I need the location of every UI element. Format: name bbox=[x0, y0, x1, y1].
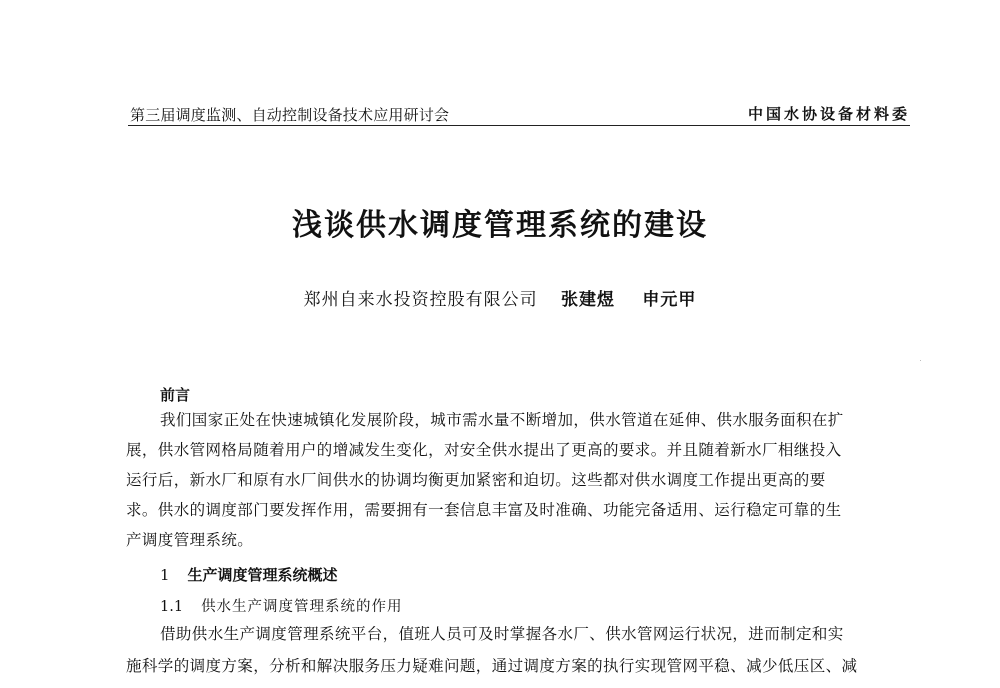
subsection-heading bbox=[160, 595, 403, 616]
section-number: 1 bbox=[160, 566, 170, 584]
byline bbox=[0, 285, 1000, 310]
section-heading bbox=[160, 564, 338, 585]
paragraph-line: 展，供水管网格局随着用户的增减发生变化，对安全供水提出了更高的要求。并且随着新水厂相继投入 bbox=[126, 441, 842, 459]
running-header bbox=[128, 104, 910, 126]
section-title: 生产调度管理系统概述 bbox=[187, 566, 338, 584]
paper-title: 浅谈供水调度管理系统的建设 bbox=[292, 208, 708, 243]
subsection-number: 1.1 bbox=[160, 599, 184, 615]
paragraph-line: 施科学的调度方案，分析和解决服务压力疑难问题，通过调度方案的执行实现管网平稳、减少低压区、减 bbox=[126, 657, 858, 675]
preface-heading: 前言 bbox=[160, 386, 191, 404]
author-organization: 郑州自来水投资控股有限公司 bbox=[303, 290, 538, 310]
paragraph-line: 借助供水生产调度管理系统平台，值班人员可及时掌握各水厂、供水管网运行状况，进而制定和实 bbox=[160, 625, 844, 643]
subsection-title: 供水生产调度管理系统的作用 bbox=[201, 599, 403, 615]
paragraph-line: 运行后，新水厂和原有水厂间供水的协调均衡更加紧密和迫切。这些都对供水调度工作提出更高的要 bbox=[126, 471, 826, 489]
header-divider bbox=[128, 125, 910, 126]
author-name: 张建煜 bbox=[561, 290, 615, 310]
paragraph-line: 产调度管理系统。 bbox=[126, 531, 254, 549]
committee-name: 中国水协设备材料委 bbox=[747, 105, 910, 123]
paragraph-line: 我们国家正处在快速城镇化发展阶段，城市需水量不断增加，供水管道在延伸、供水服务面积在扩 bbox=[160, 411, 844, 429]
scan-speck bbox=[920, 360, 921, 361]
paragraph-line: 求。供水的调度部门要发挥作用，需要拥有一套信息丰富及时准确、功能完备适用、运行稳定可靠的生 bbox=[126, 501, 842, 519]
conference-name: 第三届调度监测、自动控制设备技术应用研讨会 bbox=[130, 106, 450, 124]
author-name: 申元甲 bbox=[642, 290, 697, 310]
